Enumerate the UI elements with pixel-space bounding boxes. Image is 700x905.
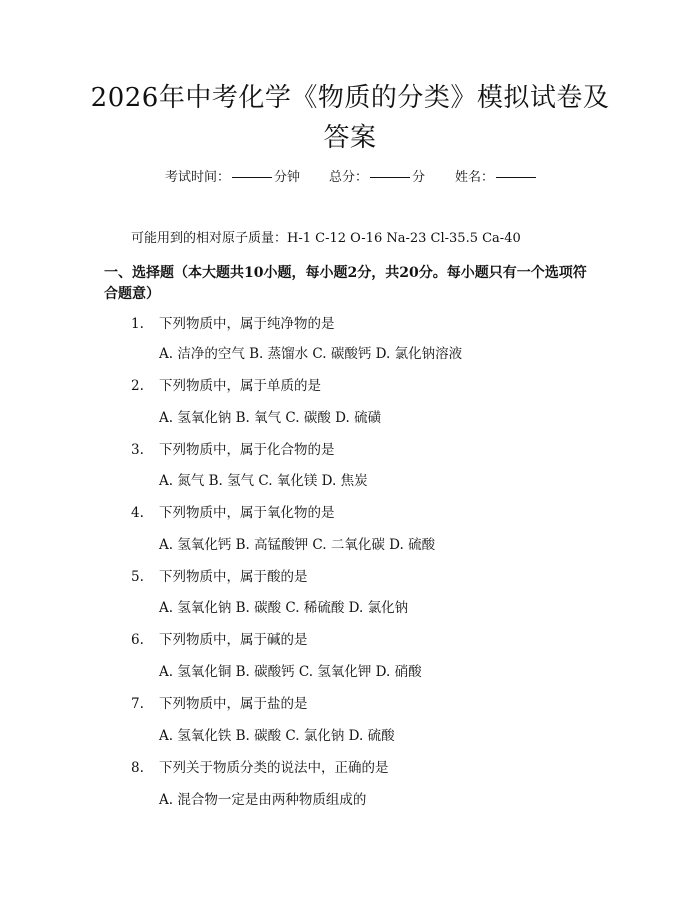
exam-time-field — [165, 169, 300, 187]
question-number: 4. — [131, 505, 144, 521]
student-name-field — [455, 169, 538, 187]
question-7 — [131, 694, 308, 714]
exam-time-unit: 分钟 — [274, 170, 301, 185]
student-name-label: 姓名： — [455, 170, 495, 185]
question-number: 1. — [131, 316, 144, 332]
question-text: 下列物质中，属于氧化物的是 — [159, 505, 335, 521]
total-score-field — [329, 169, 425, 187]
question-3-options: A. 氮气 B. 氢气 C. 氧化镁 D. 焦炭 — [159, 473, 368, 489]
question-number: 8. — [131, 760, 144, 776]
question-number: 3. — [131, 442, 144, 458]
question-number: 7. — [131, 696, 144, 712]
question-4-options: A. 氢氧化钙 B. 高锰酸钾 C. 二氧化碳 D. 硫酸 — [159, 537, 436, 553]
question-text: 下列物质中，属于单质的是 — [159, 378, 321, 394]
question-number: 6. — [131, 632, 144, 648]
total-score-label: 总分： — [329, 170, 369, 185]
question-number: 5. — [131, 569, 144, 585]
question-6-options: A. 氢氧化铜 B. 碳酸钙 C. 氢氧化钾 D. 硝酸 — [159, 664, 422, 680]
question-5 — [131, 567, 308, 587]
section-heading: 一、选择题（本大题共10小题，每小题2分，共20分。每小题只有一个选项符合题意） — [104, 265, 587, 302]
question-text: 下列物质中，属于碱的是 — [159, 632, 308, 648]
question-number: 2. — [131, 378, 144, 394]
question-1 — [131, 314, 335, 334]
question-2 — [131, 376, 321, 396]
question-8-option-a: A. 混合物一定是由两种物质组成的 — [159, 792, 367, 808]
question-text: 下列物质中，属于纯净物的是 — [159, 316, 335, 332]
question-4 — [131, 503, 335, 523]
page-title: 2026年中考化学《物质的分类》模拟试卷及答案 — [90, 83, 610, 153]
question-2-options: A. 氢氧化钠 B. 氧气 C. 碳酸 D. 硫磺 — [159, 410, 382, 426]
question-1-options: A. 洁净的空气 B. 蒸馏水 C. 碳酸钙 D. 氯化钠溶液 — [159, 346, 463, 362]
total-score-unit: 分 — [412, 170, 426, 185]
question-5-options: A. 氢氧化钠 B. 碳酸 C. 稀硫酸 D. 氯化钠 — [159, 600, 409, 616]
question-3 — [131, 440, 335, 460]
exam-time-blank — [232, 177, 272, 178]
student-name-blank — [496, 177, 536, 178]
question-8 — [131, 758, 389, 778]
total-score-blank — [370, 177, 410, 178]
question-7-options: A. 氢氧化铁 B. 碳酸 C. 氯化钠 D. 硫酸 — [159, 728, 395, 744]
question-text: 下列关于物质分类的说法中，正确的是 — [159, 760, 389, 776]
question-text: 下列物质中，属于化合物的是 — [159, 442, 335, 458]
question-text: 下列物质中，属于酸的是 — [159, 569, 308, 585]
atomic-masses-note: 可能用到的相对原子质量：H-1 C-12 O-16 Na-23 Cl-35.5 Ca-40 — [131, 231, 521, 246]
question-6 — [131, 630, 308, 650]
exam-time-label: 考试时间： — [165, 170, 231, 185]
question-text: 下列物质中，属于盐的是 — [159, 696, 308, 712]
